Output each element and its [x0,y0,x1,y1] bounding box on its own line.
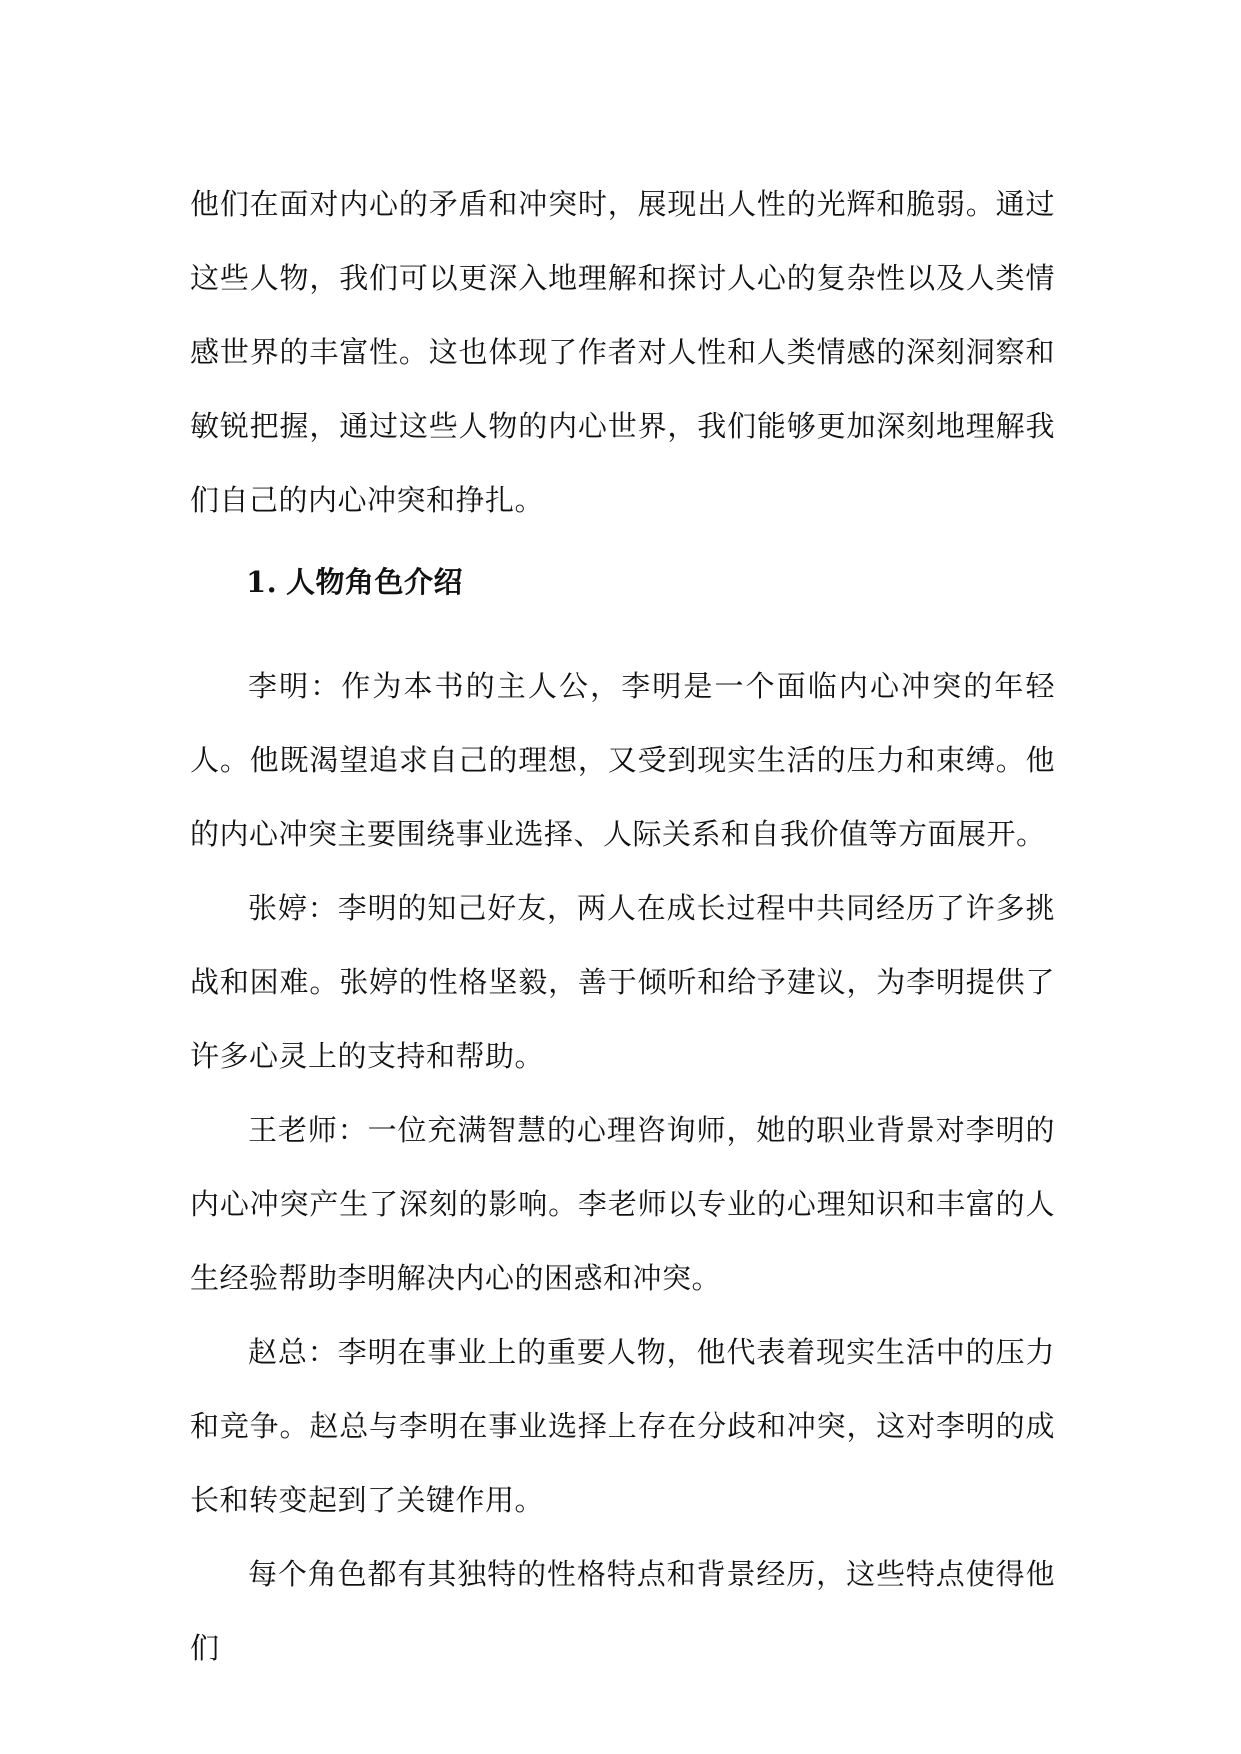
opening-paragraph: 他们在面对内心的矛盾和冲突时，展现出人性的光辉和脆弱。通过这些人物，我们可以更深入地理解和探讨人心的复杂性以及人类情感世界的丰富性。这也体现了作者对人性和人类情感的深刻洞察和敏锐把握，通过这些人物的内心世界，我们能够更加深刻地理解我们自己的内心冲突和挣扎。 [190,187,1055,517]
section-number: 1. [246,565,278,599]
paragraph-zhao-zong: 赵总：李明在事业上的重要人物，他代表着现实生活中的压力和竞争。赵总与李明在事业选择上存在分歧和冲突，这对李明的成长和转变起到了关键作用。 [190,1335,1055,1517]
paragraph-closing: 每个角色都有其独特的性格特点和背景经历，这些特点使得他们 [190,1557,1055,1665]
section-title: 人物角色介绍 [286,565,464,599]
paragraph-li-ming: 李明：作为本书的主人公，李明是一个面临内心冲突的年轻人。他既渴望追求自己的理想，又受到现实生活的压力和束缚。他的内心冲突主要围绕事业选择、人际关系和自我价值等方面展开。 [190,669,1055,851]
paragraph-zhang-ting: 张婷：李明的知己好友，两人在成长过程中共同经历了许多挑战和困难。张婷的性格坚毅，善于倾听和给予建议，为李明提供了许多心灵上的支持和帮助。 [190,891,1055,1073]
section-heading [246,545,463,619]
paragraph-teacher-wang: 王老师：一位充满智慧的心理咨询师，她的职业背景对李明的内心冲突产生了深刻的影响。李老师以专业的心理知识和丰富的人生经验帮助李明解决内心的困惑和冲突。 [190,1113,1055,1295]
